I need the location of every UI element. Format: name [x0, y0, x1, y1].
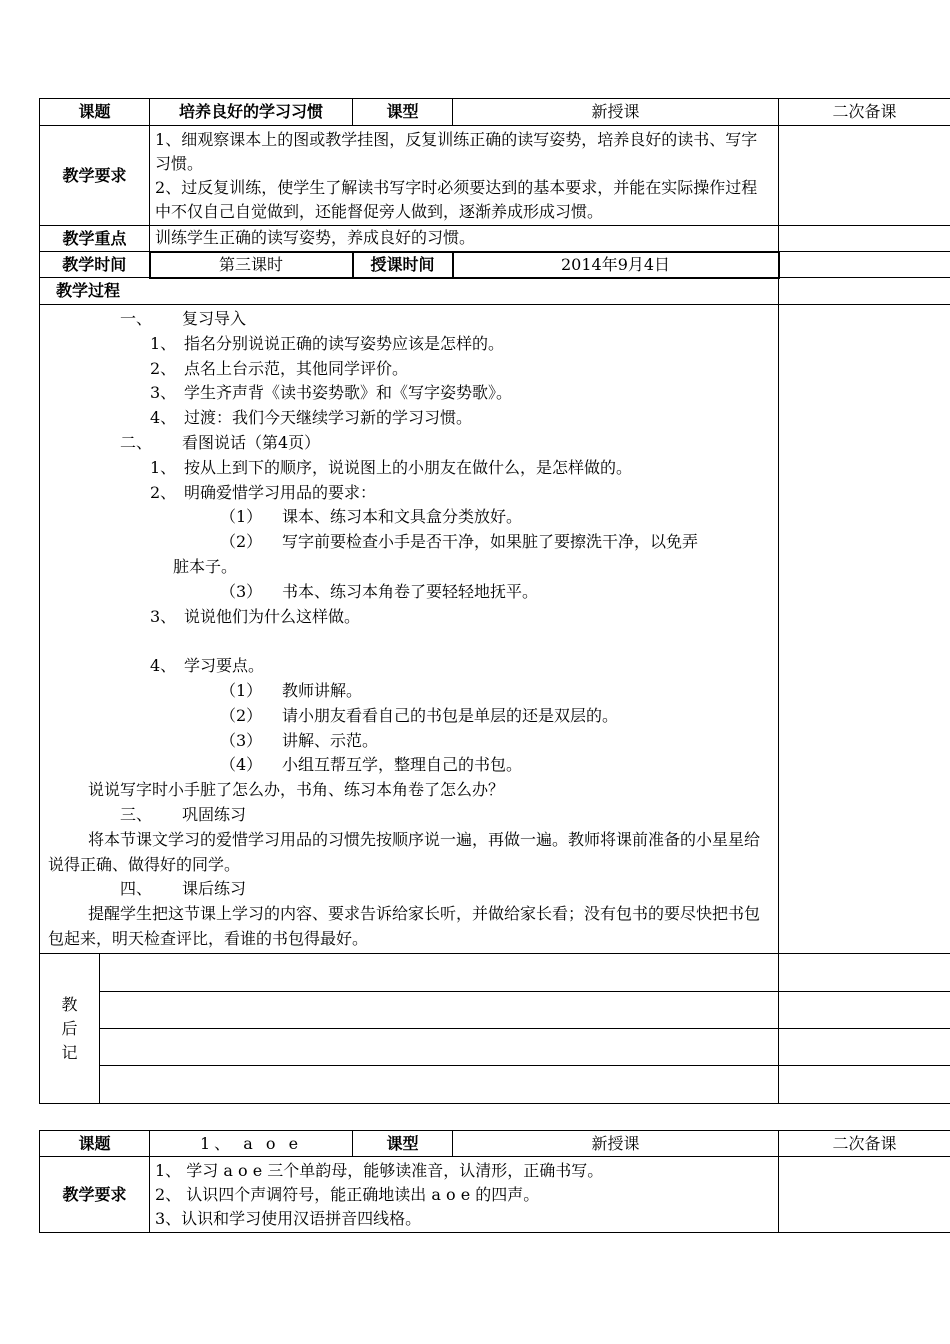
reflection-line	[100, 954, 779, 992]
second-prep-cell	[779, 305, 950, 954]
section-3-text: 将本节课文学习的爱惜学习用品的习惯先按顺序说一遍，再做一遍。教师将课前准备的小星星给说得正确、做得好的同学。	[48, 829, 761, 874]
topic-label: 课题	[40, 99, 150, 126]
section-4-text: 提醒学生把这节课上学习的内容、要求告诉给家长听，并做给家长看；没有包书的要尽快把书包包起来，明天检查评比，看谁的书包得最好。	[48, 904, 761, 948]
second-prep-cell	[779, 278, 950, 305]
type-label: 课型	[353, 99, 453, 126]
second-prep-cell	[779, 126, 950, 226]
section-3-heading: 三、 巩固练习	[120, 804, 247, 824]
requirement-1: 1、 学习 a o e 三个单韵母，能够读准音，认清形，正确书写。	[155, 1160, 604, 1180]
sub-item: （2） 写字前要检查小手是否干净，如果脏了要擦洗干净，以免弄	[220, 532, 699, 552]
list-item: 4、 学习要点。	[150, 656, 265, 676]
reflection-line	[100, 1029, 779, 1066]
requirement-2: 2、 认识四个声调符号，能正确地读出 a o e 的四声。	[155, 1184, 540, 1204]
second-prep-cell	[779, 1066, 950, 1104]
sub-item-continuation: 脏本子。	[173, 556, 238, 576]
topic-row	[40, 99, 950, 126]
sub-item: （1） 课本、练习本和文具盒分类放好。	[220, 507, 523, 527]
date-value: 2014年9月4日	[453, 252, 779, 278]
section-4-heading: 四、 课后练习	[120, 879, 247, 899]
list-item: 2、 明确爱惜学习用品的要求：	[150, 482, 377, 502]
process-label-row	[40, 278, 950, 305]
list-item: 2、 点名上台示范，其他同学评价。	[150, 358, 409, 378]
second-prep-cell	[779, 954, 950, 992]
requirement-2: 2、过反复训练，使学生了解读书写字时必须要达到的基本要求，并能在实际操作过程中不仅自己自觉做到，还能督促旁人做到，逐渐养成形成习惯。	[155, 177, 758, 221]
list-item: 3、 学生齐声背《读书姿势歌》和《写字姿势歌》。	[150, 383, 513, 403]
second-prep-label: 二次备课	[779, 99, 950, 126]
discussion-question: 说说写字时小手脏了怎么办，书角、练习本角卷了怎么办？	[88, 780, 505, 800]
type-value: 新授课	[453, 1131, 779, 1157]
second-prep-cell	[779, 252, 950, 278]
process-content	[40, 305, 779, 954]
requirements-content	[150, 126, 779, 226]
reflection-line	[100, 992, 779, 1029]
second-prep-label: 二次备课	[779, 1131, 950, 1157]
lesson-plan-table-1	[39, 98, 950, 1104]
second-prep-cell	[779, 1157, 950, 1233]
sub-item: （2） 请小朋友看看自己的书包是单层的还是双层的。	[220, 705, 619, 725]
focus-label: 教学重点	[40, 226, 150, 252]
type-value: 新授课	[453, 99, 779, 126]
focus-row	[40, 226, 950, 252]
list-item: 1、 指名分别说说正确的读写姿势应该是怎样的。	[150, 333, 505, 353]
requirements-label: 教学要求	[40, 126, 150, 226]
second-prep-cell	[779, 992, 950, 1029]
reflection-row	[40, 954, 950, 992]
requirements-label: 教学要求	[40, 1157, 150, 1233]
topic-label: 课题	[40, 1131, 150, 1157]
requirements-row	[40, 126, 950, 226]
sub-item: （3） 书本、练习本角卷了要轻轻地抚平。	[220, 581, 539, 601]
class-period: 第三课时	[150, 252, 353, 278]
list-item: 1、 按从上到下的顺序，说说图上的小朋友在做什么，是怎样做的。	[150, 457, 633, 477]
topic-value: 1、 a o e	[150, 1131, 353, 1157]
process-label: 教学过程	[40, 278, 779, 305]
list-item: 4、 过渡：我们今天继续学习新的学习习惯。	[150, 408, 473, 428]
reflection-label: 教 后 记	[40, 954, 100, 1104]
topic-row	[40, 1131, 950, 1157]
requirement-1: 1、细观察课本上的图或教学挂图，反复训练正确的读写姿势，培养良好的读书、写字习惯。	[155, 129, 758, 173]
second-prep-cell	[779, 1029, 950, 1066]
process-row	[40, 305, 950, 954]
sub-item: （4） 小组互帮互学，整理自己的书包。	[220, 755, 523, 775]
lesson-plan-table-2	[39, 1130, 950, 1233]
section-2-heading: 二、 看图说话（第4页）	[120, 432, 321, 452]
focus-content: 训练学生正确的读写姿势，养成良好的习惯。	[150, 226, 779, 252]
requirements-row	[40, 1157, 950, 1233]
date-label: 授课时间	[353, 252, 453, 278]
requirement-3: 3、认识和学习使用汉语拼音四线格。	[155, 1208, 422, 1228]
time-row	[40, 252, 950, 278]
type-label: 课型	[353, 1131, 453, 1157]
list-item: 3、 说说他们为什么这样做。	[150, 606, 361, 626]
section-1-heading: 一、 复习导入	[120, 309, 247, 328]
second-prep-cell	[779, 226, 950, 252]
sub-item: （1） 教师讲解。	[220, 680, 363, 700]
sub-item: （3） 讲解、示范。	[220, 730, 379, 750]
requirements-content	[150, 1157, 779, 1233]
topic-value: 培养良好的学习习惯	[150, 99, 353, 126]
blank-line	[48, 629, 770, 654]
reflection-line	[100, 1066, 779, 1104]
time-label: 教学时间	[40, 252, 150, 278]
